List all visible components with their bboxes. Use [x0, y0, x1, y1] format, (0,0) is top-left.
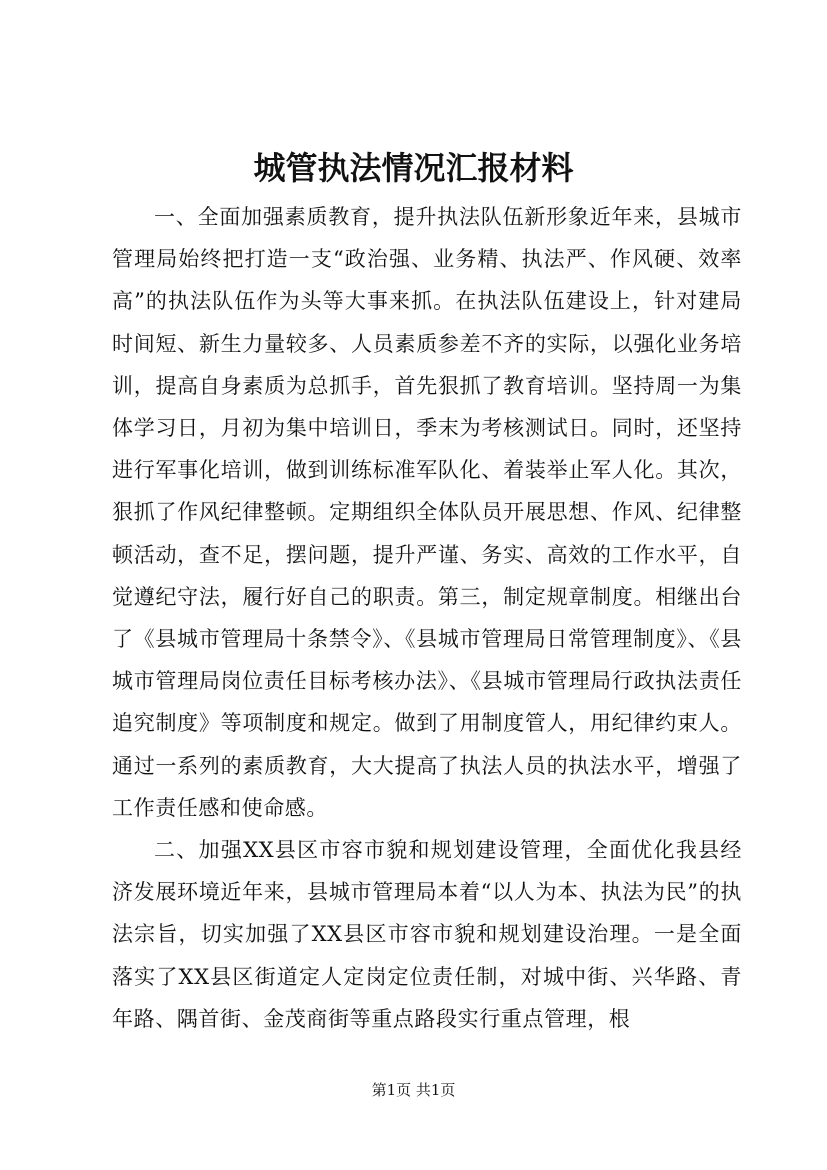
paragraph-1: 一、全面加强素质教育，提升执法队伍新形象近年来，县城市管理局始终把打造一支“政治强、业务精、执法严、作风硬、效率高”的执法队伍作为头等大事来抓。在执法队伍建设上，针对建局时间短、新生力量较多、人员素质参差不齐的实际，以强化业务培训，提高自身素质为总抓手，首先狠抓了教育培训。坚持周一为集体学习日，月初为集中培训日，季末为考核测试日。同时，还坚持进行军事化培训，做到训练标准军队化、着装举止军人化。其次，狠抓了作风纪律整顿。定期组织全体队员开展思想、作风、纪律整顿活动，查不足，摆问题，提升严谨、务实、高效的工作水平，自觉遵纪守法，履行好自己的职责。第三，制定规章制度。相继出台了《县城市管理局十条禁令》、《县城市管理局日常管理制度》、《县城市管理局岗位责任目标考核办法》、《县城市管理局行政执法责任追究制度》等项制度和规定。做到了用制度管人，用纪律约束人。通过一系列的素质教育，大大提高了执法人员的执法水平，增强了工作责任感和使命感。	[112, 205, 742, 820]
page-footer: 第1页 共1页	[371, 1081, 456, 1099]
paragraph-2: 二、加强XX县区市容市貌和规划建设管理，全面优化我县经济发展环境近年来，县城市管理局本着“以人为本、执法为民”的执法宗旨，切实加强了XX县区市容市貌和规划建设治理。一是全面落实了XX县区街道定人定岗定位责任制，对城中街、兴华路、青年路、隅首街、金茂商街等重点路段实行重点管理，根	[112, 838, 742, 1031]
document-body	[112, 196, 742, 1040]
document-title: 城管执法情况汇报材料	[253, 149, 574, 187]
